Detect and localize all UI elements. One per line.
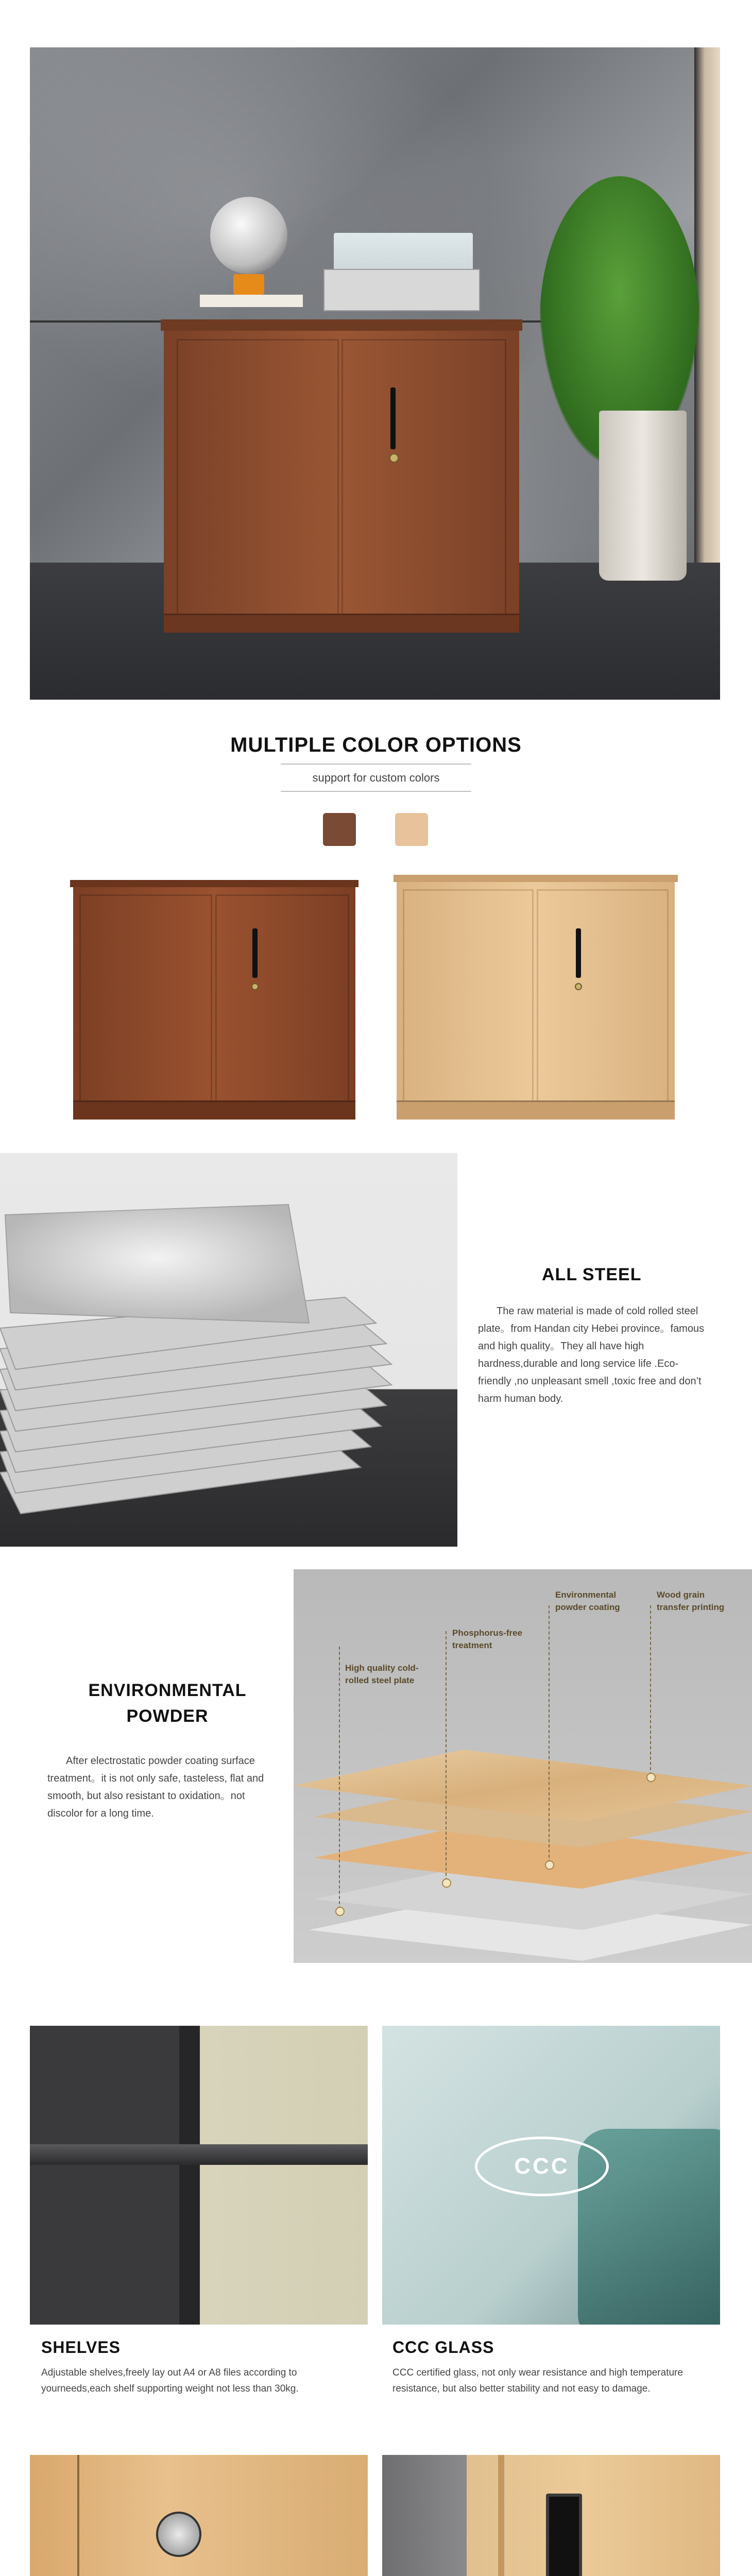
steel-sheets-illustration — [0, 1153, 457, 1547]
cabinet-walnut — [73, 885, 355, 1120]
shelf-board — [30, 2144, 368, 2165]
plant-pot — [599, 411, 687, 581]
leader-line-2 — [446, 1631, 447, 1881]
ccc-logo-icon — [475, 2137, 609, 2196]
leader-line-4 — [650, 1605, 651, 1775]
globe-decoration — [210, 197, 287, 274]
leader-line-3 — [549, 1605, 550, 1863]
cabinet-oak — [397, 880, 675, 1120]
layer-label-phosphorus: Phosphorus-free treatment — [452, 1628, 523, 1650]
oak-handle-icon — [576, 928, 581, 978]
layer-label-powder: Environmental powder coating — [555, 1590, 620, 1612]
hero-cabinet — [164, 330, 519, 633]
walnut-handle-icon — [252, 928, 258, 978]
marker-dot-4 — [646, 1773, 656, 1782]
layer-label-cold-rolled: High quality cold-rolled steel plate — [345, 1663, 419, 1685]
file-organizer-holder — [323, 269, 480, 311]
environmental-text: After electrostatic powder coating surface treatment。it is not only safe, tasteless, flat and smooth, but also resistant to oxidation。not discolor for a long time. — [47, 1755, 264, 1819]
color-swatch-walnut[interactable] — [323, 813, 356, 846]
marker-dot-2 — [442, 1878, 451, 1888]
all-steel-text: The raw material is made of cold rolled steel plate。from Handan city Hebei province。famous and high quality。They all have high hardness,durable and long service life .Eco-friendly ,no unpleasant smell ,toxic free and don’t harm human body. — [478, 1306, 705, 1404]
marker-dot-1 — [335, 1907, 345, 1916]
glass-photo — [382, 2026, 720, 2325]
handle-photo — [382, 2455, 720, 2576]
books — [200, 295, 303, 307]
glass-title: CCC GLASS — [392, 2338, 494, 2357]
hero-product-photo — [30, 47, 720, 700]
cabinet-handle-icon — [390, 387, 396, 449]
shelves-photo — [30, 2026, 368, 2325]
environmental-title-line2: POWDER — [126, 1706, 209, 1726]
color-options-subtitle: support for custom colors — [312, 771, 440, 784]
ccc-logo-text: CCC — [514, 2154, 570, 2179]
color-swatch-oak[interactable] — [395, 813, 428, 846]
recessed-handle-icon — [546, 2494, 582, 2576]
walnut-lock-icon — [251, 983, 259, 990]
all-steel-title: ALL STEEL — [542, 1265, 642, 1284]
door-edge — [498, 2455, 504, 2576]
title-divider — [281, 764, 471, 765]
leader-line-1 — [339, 1647, 340, 1909]
oak-lock-icon — [575, 983, 582, 990]
environmental-title-line1: ENVIRONMENTAL — [88, 1681, 247, 1700]
lock-cylinder-icon — [156, 2512, 201, 2557]
globe-stand — [233, 274, 264, 295]
shelves-text: Adjustable shelves,freely lay out A4 or A8 files according to yourneeds,each shelf supporting weight not less than 30kg. — [41, 2367, 299, 2394]
door-gap — [77, 2455, 79, 2576]
layers-diagram — [294, 1569, 752, 1963]
subtitle-divider — [281, 791, 471, 792]
marker-dot-3 — [545, 1860, 554, 1870]
layer-label-woodgrain: Wood grain transfer printing — [657, 1590, 725, 1612]
color-options-title: MULTIPLE COLOR OPTIONS — [230, 734, 522, 756]
shelves-title: SHELVES — [41, 2338, 121, 2357]
glass-text: CCC certified glass, not only wear resistance and high temperature resistance, but also better stability and not easy to damage. — [392, 2367, 683, 2394]
steel-sheets-photo — [0, 1153, 457, 1547]
shelf-rail — [179, 2026, 200, 2325]
lock-photo — [30, 2455, 368, 2576]
cabinet-lock-icon — [389, 453, 399, 463]
